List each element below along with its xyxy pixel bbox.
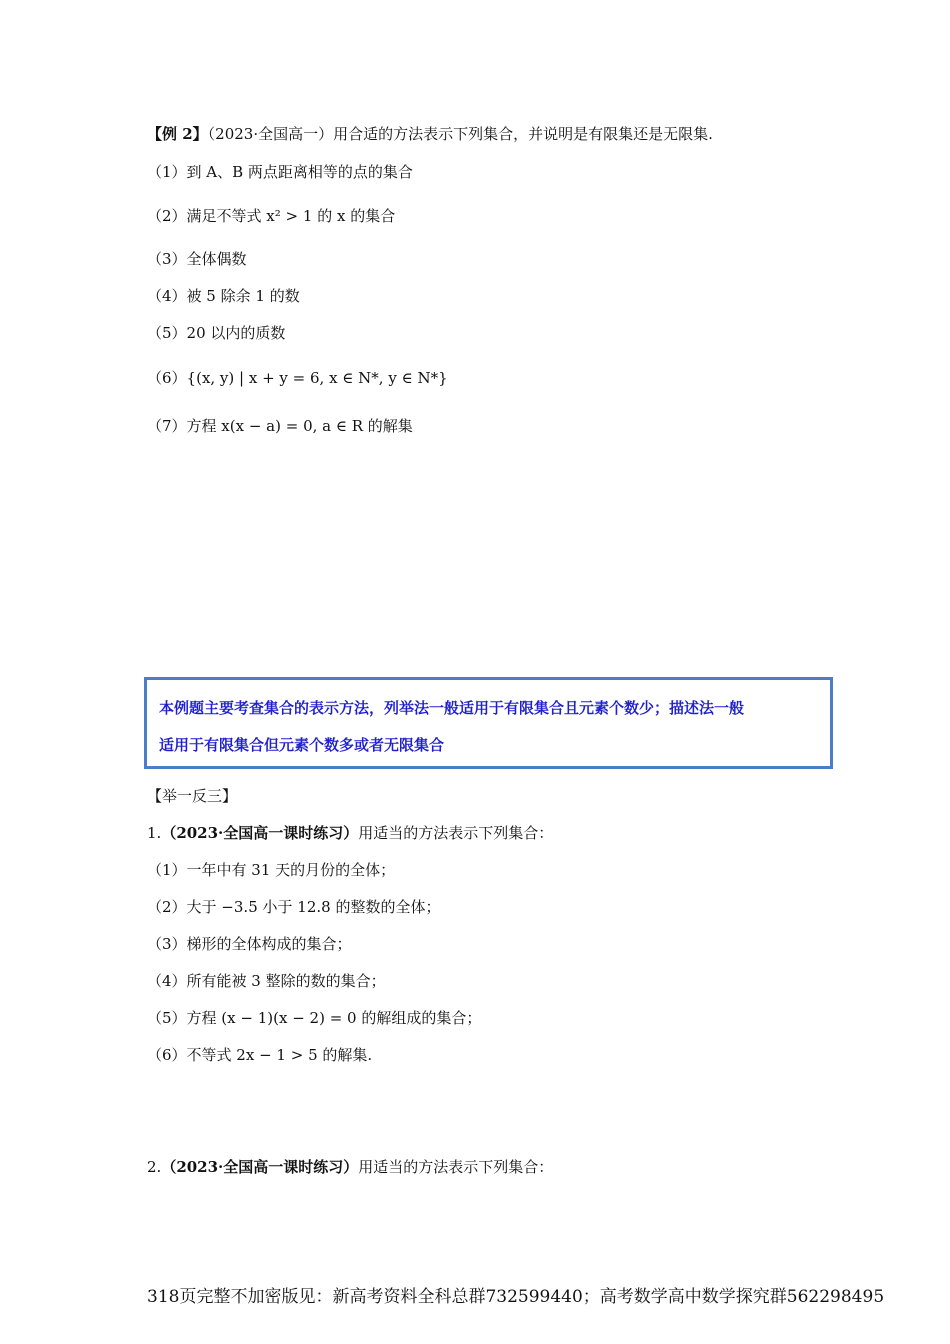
callout-line-1: 本例题主要考查集合的表示方法，列举法一般适用于有限集合且元素个数少；描述法一般: [159, 699, 745, 717]
question-1-item-3: （3）梯形的全体构成的集合；: [147, 935, 352, 953]
practice-heading: 【举一反三】: [147, 787, 238, 805]
callout-line-2: 适用于有限集合但元素个数多或者无限集合: [159, 736, 445, 754]
question-1-source: （2023·全国高一课时练习）: [161, 824, 359, 842]
example-prompt: 用合适的方法表示下列集合，并说明是有限集还是无限集.: [333, 125, 713, 143]
question-1-prompt: 用适当的方法表示下列集合：: [358, 824, 554, 842]
question-1-item-6: （6）不等式 2x − 1 > 5 的解集.: [147, 1046, 373, 1064]
question-2-source: （2023·全国高一课时练习）: [161, 1158, 359, 1176]
question-2-prompt: 用适当的方法表示下列集合：: [358, 1158, 554, 1176]
example-item-7: （7）方程 x(x − a) = 0, a ∈ R 的解集: [147, 417, 413, 435]
question-1-item-1: （1）一年中有 31 天的月份的全体；: [147, 861, 396, 879]
summary-callout: [144, 677, 833, 769]
footer-note: 318页完整不加密版见：新高考资料全科总群732599440；高考数学高中数学探究群562298495: [147, 1287, 885, 1307]
example-header: [147, 124, 713, 144]
example-item-5: （5）20 以内的质数: [147, 324, 286, 342]
question-2-number: 2.: [147, 1158, 162, 1176]
question-2-header: [147, 1157, 553, 1177]
example-source: （2023·全国高一）: [207, 125, 334, 143]
question-1-header: [147, 823, 553, 843]
example-item-6: （6）{(x, y) | x + y = 6, x ∈ N*, y ∈ N*}: [147, 369, 448, 387]
example-label: 【例 2】: [147, 125, 208, 143]
question-1-item-2: （2）大于 −3.5 小于 12.8 的整数的全体；: [147, 898, 441, 916]
question-1-item-5: （5）方程 (x − 1)(x − 2) = 0 的解组成的集合；: [147, 1009, 482, 1027]
example-item-3: （3）全体偶数: [147, 250, 247, 268]
example-item-1: （1）到 A、B 两点距离相等的点的集合: [147, 163, 413, 181]
example-item-2: （2）满足不等式 x² > 1 的 x 的集合: [147, 207, 396, 225]
question-1-item-4: （4）所有能被 3 整除的数的集合；: [147, 972, 386, 990]
question-1-number: 1.: [147, 824, 162, 842]
example-item-4: （4）被 5 除余 1 的数: [147, 287, 300, 305]
